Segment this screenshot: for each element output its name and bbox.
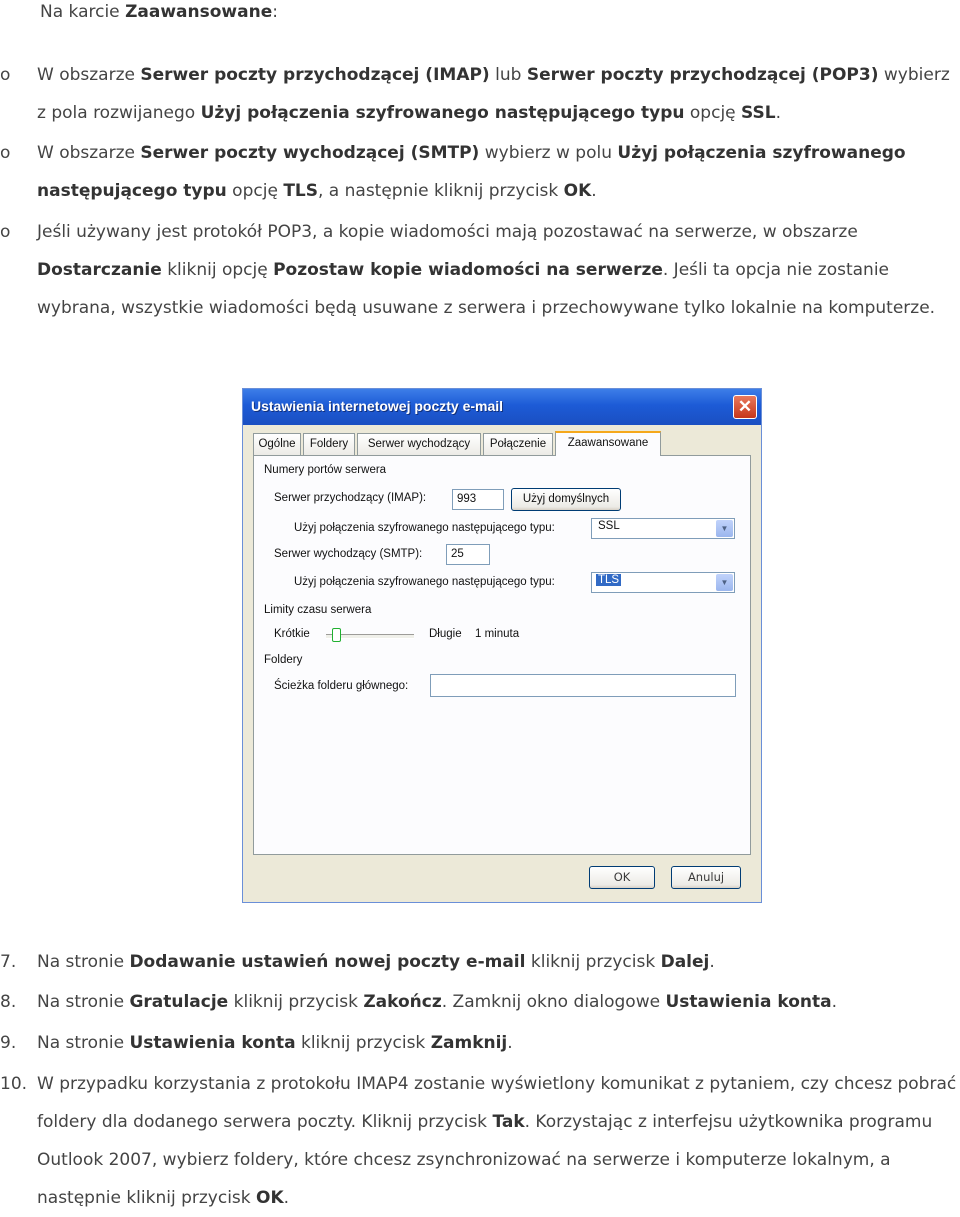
- imap-label: Serwer przychodzący (IMAP):: [274, 492, 427, 504]
- tab-outgoing-server[interactable]: Serwer wychodzący: [357, 433, 481, 455]
- smtp-port-input[interactable]: 25: [446, 544, 490, 565]
- text-run: .: [591, 181, 597, 201]
- bold-term: Dalej: [660, 952, 710, 972]
- advanced-panel: [253, 455, 751, 855]
- encryption-in-label: Użyj połączenia szyfrowanego następującego typu:: [294, 522, 555, 534]
- encryption-in-select[interactable]: [591, 518, 735, 539]
- dialog-title: Ustawienia internetowej poczty e-mail: [251, 398, 504, 414]
- tab-connection[interactable]: Połączenie: [483, 433, 553, 455]
- bold-term: OK: [563, 181, 592, 201]
- bold-term: Ustawienia konta: [129, 1033, 296, 1053]
- text-run: .: [283, 1188, 290, 1208]
- text-run: . Korzystając z interfejsu użytkownika programu Outlook 2007, wybierz foldery, które chcesz zsynchronizować na serwerze i komputerze lokalnym, a następnie kliknij przycisk: [37, 1112, 933, 1208]
- text-run: W obszarze: [37, 65, 141, 85]
- close-icon[interactable]: ✕: [733, 395, 757, 419]
- group-ports-heading: Numery portów serwera: [264, 464, 387, 476]
- bold-term: Gratulacje: [129, 992, 229, 1012]
- step-text: [37, 943, 957, 981]
- encryption-out-value: TLS: [598, 574, 620, 586]
- text-run: wybierz z pola rozwijanego: [37, 65, 950, 123]
- group-folders-heading: Foldery: [264, 654, 303, 666]
- use-defaults-button[interactable]: Użyj domyślnych: [511, 488, 621, 511]
- tab-advanced[interactable]: Zaawansowane: [555, 431, 661, 456]
- text-run: Na stronie: [37, 992, 130, 1012]
- text-run: Jeśli używany jest protokół POP3, a kopie wiadomości mają pozostawać na serwerze, w obszarze: [37, 222, 858, 242]
- bold-term: OK: [256, 1188, 284, 1208]
- step-number: 9.: [0, 1033, 17, 1053]
- bold-term: TLS: [283, 181, 318, 201]
- bold-term: Serwer poczty wychodzącej (SMTP): [140, 143, 480, 163]
- bullet-marker: o: [0, 143, 11, 163]
- text-run: .: [507, 1033, 513, 1053]
- text-run: kliknij przycisk: [228, 992, 364, 1012]
- bold-term: SSL: [741, 103, 776, 123]
- bold-term: Użyj połączenia szyfrowanego następującego typu: [200, 103, 685, 123]
- text-run: Na stronie: [37, 952, 130, 972]
- step-number: 10.: [0, 1074, 28, 1094]
- bold-term: Zamknij: [430, 1033, 508, 1053]
- bold-term: Dodawanie ustawień nowej poczty e-mail: [129, 952, 526, 972]
- bullet-text: [37, 56, 957, 132]
- intro-tab-name: Zaawansowane: [125, 2, 273, 22]
- text-run: kliknij przycisk: [525, 952, 661, 972]
- timeout-slider-thumb[interactable]: [332, 628, 341, 642]
- encryption-out-select[interactable]: [591, 572, 735, 593]
- smtp-label: Serwer wychodzący (SMTP):: [274, 548, 423, 560]
- bold-term: Użyj połączenia szyfrowanego następującego typu: [37, 143, 906, 201]
- bullet-marker: o: [0, 222, 11, 242]
- tab-general[interactable]: Ogólne: [253, 433, 301, 455]
- encryption-in-value: SSL: [598, 520, 620, 532]
- bold-term: Zakończ: [363, 992, 442, 1012]
- timeout-short-label: Krótkie: [274, 628, 310, 640]
- intro-suffix: :: [272, 2, 278, 22]
- bullet-text: [37, 213, 957, 327]
- cancel-button[interactable]: Anuluj: [671, 866, 741, 889]
- bold-term: Dostarczanie: [37, 260, 162, 280]
- ok-button[interactable]: OK: [589, 866, 655, 889]
- text-run: . Jeśli ta opcja nie zostanie wybrana, wszystkie wiadomości będą usuwane z serwera i przechowywane tylko lokalnie na komputerze.: [37, 260, 936, 318]
- step-number: 8.: [0, 992, 17, 1012]
- root-folder-input[interactable]: [430, 674, 736, 697]
- chevron-down-icon[interactable]: ▼: [716, 520, 733, 537]
- step-text: [37, 1024, 957, 1062]
- text-run: .: [775, 103, 781, 123]
- text-run: .: [709, 952, 715, 972]
- bullet-text: [37, 134, 957, 210]
- timeout-long-label: Długie: [429, 628, 462, 640]
- bold-term: Ustawienia konta: [665, 992, 832, 1012]
- step-text: [37, 1065, 957, 1217]
- text-run: wybierz w polu: [479, 143, 618, 163]
- bold-term: Tak: [492, 1112, 525, 1132]
- tab-folders[interactable]: Foldery: [303, 433, 355, 455]
- bullet-marker: o: [0, 65, 11, 85]
- text-run: Na stronie: [37, 1033, 130, 1053]
- text-run: lub: [489, 65, 527, 85]
- bold-term: Pozostaw kopie wiadomości na serwerze: [273, 260, 663, 280]
- encryption-out-label: Użyj połączenia szyfrowanego następującego typu:: [294, 576, 555, 588]
- group-timeouts-heading: Limity czasu serwera: [264, 604, 372, 616]
- imap-port-input[interactable]: 993: [452, 489, 504, 510]
- text-run: W przypadku korzystania z protokołu IMAP4 zostanie wyświetlony komunikat z pytaniem, czy chcesz pobrać foldery dla dodanego serwera poczty. Kliknij przycisk: [37, 1074, 957, 1132]
- bold-term: Serwer poczty przychodzącej (POP3): [526, 65, 879, 85]
- text-run: . Zamknij okno dialogowe: [441, 992, 666, 1012]
- dialog-title-bar[interactable]: [243, 389, 761, 425]
- text-run: opcję: [684, 103, 742, 123]
- text-run: kliknij opcję: [161, 260, 274, 280]
- intro-line: [40, 0, 278, 24]
- bold-term: Serwer poczty przychodzącej (IMAP): [140, 65, 490, 85]
- email-settings-dialog: [242, 388, 762, 903]
- text-run: kliknij przycisk: [295, 1033, 431, 1053]
- step-text: [37, 983, 957, 1021]
- intro-prefix: Na karcie: [40, 2, 126, 22]
- step-number: 7.: [0, 952, 17, 972]
- text-run: opcję: [226, 181, 284, 201]
- text-run: .: [831, 992, 838, 1012]
- chevron-down-icon[interactable]: ▼: [716, 574, 733, 591]
- text-run: , a następnie kliknij przycisk: [318, 181, 564, 201]
- text-run: W obszarze: [37, 143, 141, 163]
- timeout-value: 1 minuta: [475, 628, 520, 640]
- root-folder-label: Ścieżka folderu głównego:: [274, 680, 409, 692]
